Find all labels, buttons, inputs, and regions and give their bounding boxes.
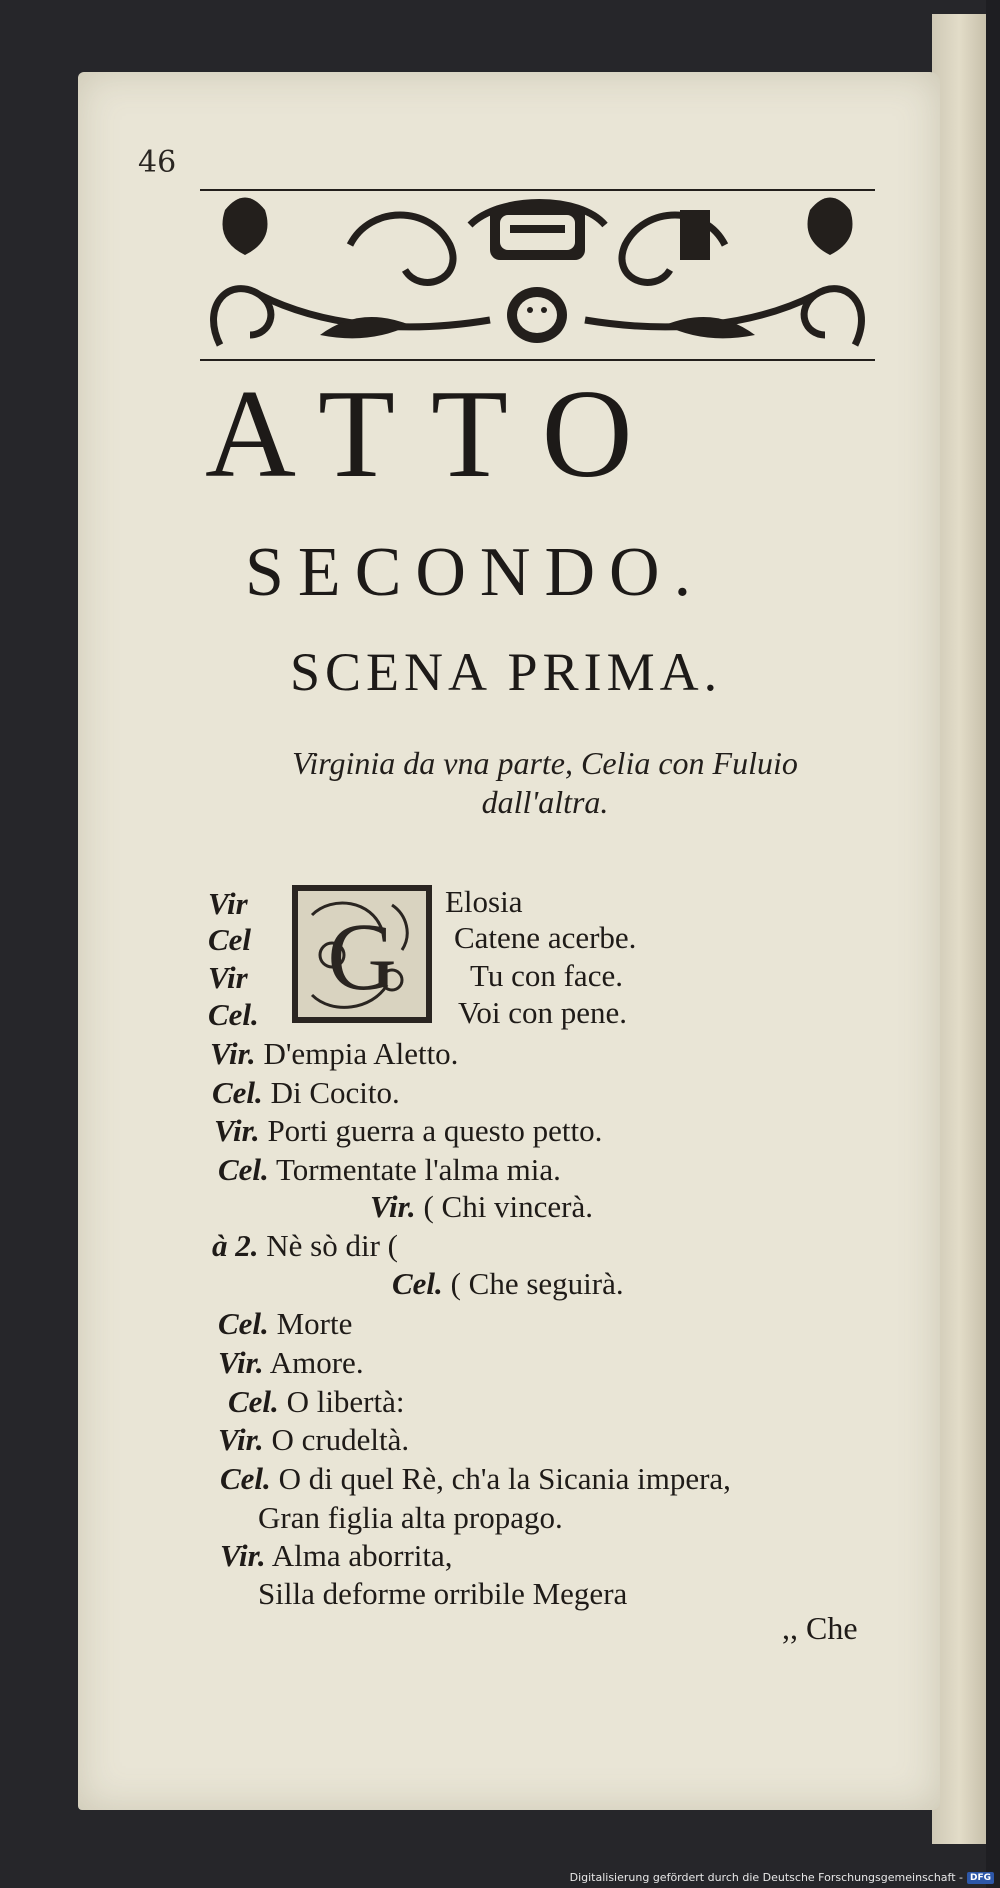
stage-direction-line-2: dall'altra. [481,784,609,821]
dialogue-line [208,924,251,955]
dialogue-line: Cel. ( Che seguirà. [392,1266,624,1301]
speaker: Cel. [220,1461,271,1496]
speaker: Vir [208,886,248,921]
footer-text: Digitalisierung gefördert durch die Deutsche Forschungsgemeinschaft - [569,1871,963,1884]
ornamental-headpiece [200,185,875,365]
dialogue-line [228,1386,405,1417]
dialogue-text: Di Cocito. [270,1075,400,1110]
dialogue-line [218,1308,352,1339]
stage-direction-line-1: Virginia da vna parte, Celia con Fuluio [292,745,798,781]
dialogue-text: Amore. [269,1345,364,1380]
dialogue-line [218,1154,561,1185]
speaker: Cel. [228,1384,279,1419]
speaker: Cel [208,922,252,957]
speaker: Vir. [218,1345,264,1380]
act-subtitle: SECONDO. [245,534,706,611]
dialogue-text: Chi vincerà. [441,1189,594,1224]
dialogue-line [218,1424,409,1455]
stage-direction [200,744,890,822]
dialogue-line: Vir. ( Chi vincerà. [370,1189,594,1224]
page-number: 46 [138,145,177,180]
dialogue-line [220,1540,453,1571]
speaker: Vir. [214,1113,260,1148]
speaker: Vir. [370,1189,416,1224]
speaker: Vir [208,960,248,995]
dialogue-line [214,1115,602,1146]
dialogue-text: Voi con pene. [458,995,628,1030]
act-title: ATTO [205,365,669,504]
dialogue-line [258,1502,563,1533]
speaker: Vir. [218,1422,264,1457]
dialogue-line [210,1038,458,1069]
dialogue-text: Gran figlia alta propago. [258,1500,563,1535]
speaker: Cel. [212,1075,263,1110]
headpiece-ornament-icon [200,185,875,365]
dialogue-text: Tormentate l'alma mia. [276,1152,561,1187]
drop-cap-initial [292,885,432,1023]
speaker: Cel. [392,1266,443,1301]
dialogue-text: O crudeltà. [271,1422,410,1457]
dialogue-line: à 2. Nè sò dir ( [212,1228,398,1263]
speaker: à 2. [212,1228,259,1263]
scan-background-strip [986,0,1000,1888]
drop-cap-letter: G [327,903,397,1010]
dialogue-text: O libertà: [286,1384,405,1419]
speaker: Cel. [218,1306,269,1341]
speaker: Cel. [208,997,259,1032]
dialogue-line [220,1463,731,1494]
speaker: Vir. [220,1538,266,1573]
dialogue-line [258,1578,627,1609]
dialogue-line [208,962,248,993]
scene-title: SCENA PRIMA. [290,642,723,702]
dialogue-text: D'empia Aletto. [263,1036,459,1071]
speaker: Cel. [218,1152,269,1187]
dfg-logo-icon: DFG [967,1872,994,1884]
dialogue-text: Morte [276,1306,353,1341]
decorated-initial-icon [292,885,432,1023]
dialogue-text: Catene acerbe. [454,920,637,955]
dialogue-text: Che seguirà. [468,1266,624,1301]
dialogue-text: Nè sò dir [266,1228,380,1263]
dialogue-line [212,1077,400,1108]
speaker: Vir. [210,1036,256,1071]
dialogue-line [208,888,248,919]
dialogue-text: O di quel Rè, ch'a la Sicania impera, [278,1461,731,1496]
digitization-footer [570,1871,994,1884]
dialogue-line [218,1347,364,1378]
dialogue-text: Alma aborrita, [271,1538,453,1573]
dialogue-text: Tu con face. [470,958,623,993]
dialogue-text: Elosia [445,884,523,919]
catchword: ,, Che [782,1610,858,1646]
dialogue-text: Porti guerra a questo petto. [267,1113,603,1148]
dialogue-line [208,999,259,1030]
dialogue-text: Silla deforme orribile Megera [258,1576,628,1611]
